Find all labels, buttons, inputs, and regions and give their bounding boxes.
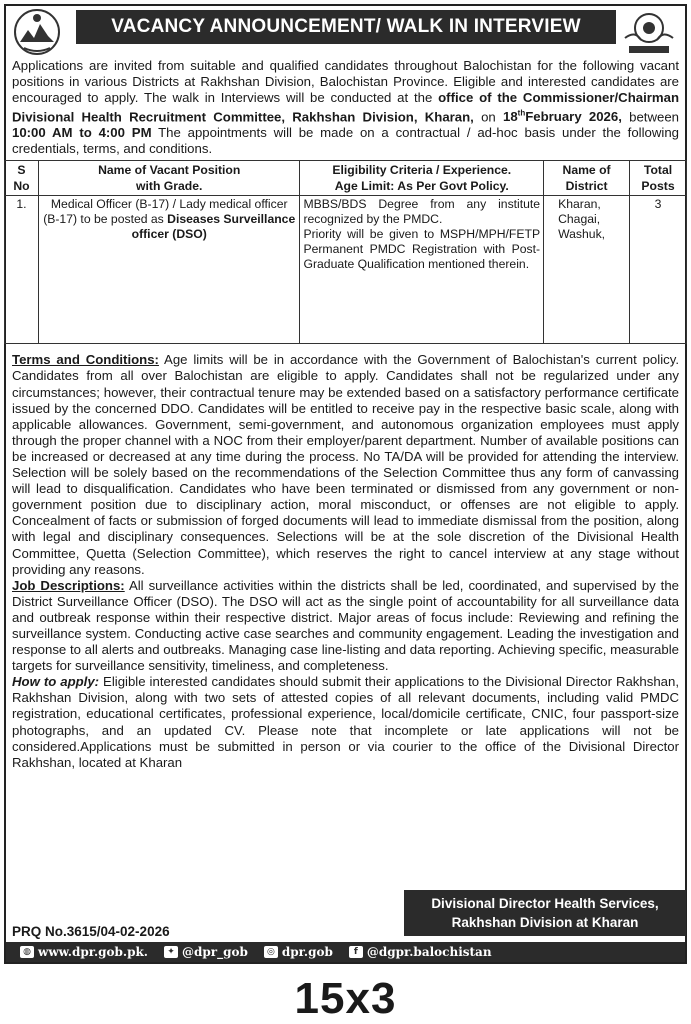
interview-time: 10:00 AM to 4:00 PM: [12, 125, 152, 141]
cell-posts: 3: [630, 196, 687, 344]
intro-text-2: The appointments will be made on a contractual / ad-hoc basis under the following credentials, terms, and conditions.: [12, 125, 679, 157]
interview-date: February 2026,: [525, 109, 622, 125]
advertisement: [4, 4, 687, 964]
social-bar: [6, 942, 685, 962]
col-header-sno: S No: [5, 161, 39, 196]
terms-label: Terms and Conditions:: [12, 352, 159, 368]
intro-between: between: [621, 109, 679, 125]
col-header-district: Name of District: [544, 161, 630, 196]
col-header-posts: Total Posts: [630, 161, 687, 196]
vacancy-table: [4, 160, 687, 344]
job-text: All surveillance activities within the districts shall be led, coordinated, and supervised by the District Surveillance Officer (DSO). The DSO will act as the single point of accountability for all surveillance data and outbreak response within their respective district. Major areas of focus include: Reviewing and refining the surveillance system. Conducting active case searches and community engagement. Leading the investigation and response to all alerts and outbreaks. Managing case line-listing and data reporting. Achieving specific, measurable targets for surveillance sensitivity, timeliness, and completeness.: [12, 577, 679, 674]
cell-sno: 1.: [5, 196, 39, 344]
header: [6, 6, 685, 58]
health-department-emblem-icon: [617, 8, 681, 56]
globe-icon: ◍: [20, 946, 34, 958]
terms-text: Age limits will be in accordance with the Government of Balochistan's current policy. Candidates from all over Balochistan are eligible to apply. Candidates shall not be regularized under any circumstances; however, their contractual tenure may be extended based on a satisfactory performance certificate issued by the concerned DDO. Candidates will be entitled to receive pay in the respective basic scale, along with applicable allowances. Government, semi-government, and autonomous organization employees must apply through the proper channel with a NOC from their employer/parent department. Number of available positions can be increased or decreased at any time during the process. No TA/DA will be provided for attending the interview. Selection will be solely based on the recommendations of the Selection Committee thus any form of canvassing will lead to disqualification. Candidates who have been terminated or dismissed from any government or non-government position due to disciplinary action, moral misconduct, or offenses are not eligible to apply. Concealment of facts or submission of forged documents will lead to immediate dismissal from the position, along with legal and disciplinary consequences. Selections will be at the sole discretion of the Divisional Health Committee, Quetta (Selection Committee), which reserves the right to cancel interview at any stage without providing any reasons.: [12, 352, 679, 577]
intro-text: Applications are invited from suitable and qualified candidates throughout Balochistan for the following vacant positions in various Districts at Rakhshan Division, Balochistan Province. Eligible and interested candidates are encouraged to apply. The walk in Interviews will be conducted at the: [12, 58, 679, 105]
instagram-icon: ◎: [264, 946, 278, 958]
apply-section: [6, 674, 685, 771]
web-link[interactable]: ◍ www.dpr.gob.pk.: [20, 942, 148, 962]
col-header-criteria: Eligibility Criteria / Experience. Age Limit: As Per Govt Policy.: [300, 161, 544, 196]
interview-venue: office of the Commissioner/Chairman Divisional Health Recruitment Committee, Rakhshan Division, Kharan,: [12, 90, 680, 125]
signature-line-2: Rakhshan Division at Kharan: [451, 915, 639, 930]
page-title: VACANCY ANNOUNCEMENT/ WALK IN INTERVIEW: [76, 10, 616, 44]
twitter-icon: ✦: [164, 946, 178, 958]
twitter-link[interactable]: ✦ @dpr_gob: [164, 942, 248, 962]
job-section: [6, 578, 685, 675]
job-label: Job Descriptions:: [12, 577, 125, 593]
col-header-position: Name of Vacant Position with Grade.: [38, 161, 300, 196]
interview-date-suffix: th: [517, 109, 526, 118]
signature-block: [404, 890, 686, 936]
intro-paragraph: [6, 58, 685, 157]
ad-size-label: 15x3: [294, 974, 397, 1023]
interview-date-day: 18: [502, 109, 518, 125]
table-row: [5, 196, 687, 344]
terms-section: [6, 348, 685, 577]
cell-district: Kharan, Chagai, Washuk,: [544, 196, 630, 344]
apply-text: Eligible interested candidates should submit their applications to the Divisional Director Rakhshan, Rakhshan Division, along with two sets of attested copies of all relevant documents, including valid PMDC registration, educational certificates, professional experience, local/domicile certificate, CNIC, four passport-size photographs, and an updated CV. Please note that incomplete or late applications will not be considered.Applications must be submitted in person or via courier to the office of the Divisional Director Rakhshan, located at Kharan: [12, 674, 679, 770]
signature-line-1: Divisional Director Health Services,: [431, 896, 659, 911]
cell-criteria: MBBS/BDS Degree from any institute recognized by the PMDC. Priority will be given to MSPH/MPH/FETP Permanent PMDC Registration with Post- Graduate Qualification mentioned therein.: [300, 196, 544, 344]
apply-label: How to apply:: [12, 674, 100, 690]
prq-number: PRQ No.3615/04-02-2026: [12, 924, 170, 939]
intro-on: on: [473, 109, 503, 125]
cell-position: Medical Officer (B-17) / Lady medical officer (B-17) to be posted as Diseases Surveillance officer (DSO): [38, 196, 300, 344]
facebook-link[interactable]: f @dgpr.balochistan: [349, 942, 492, 962]
table-header-row: [5, 161, 687, 196]
facebook-icon: f: [349, 946, 363, 958]
instagram-link[interactable]: ◎ dpr.gob: [264, 942, 333, 962]
balochistan-emblem-icon: [10, 8, 64, 56]
